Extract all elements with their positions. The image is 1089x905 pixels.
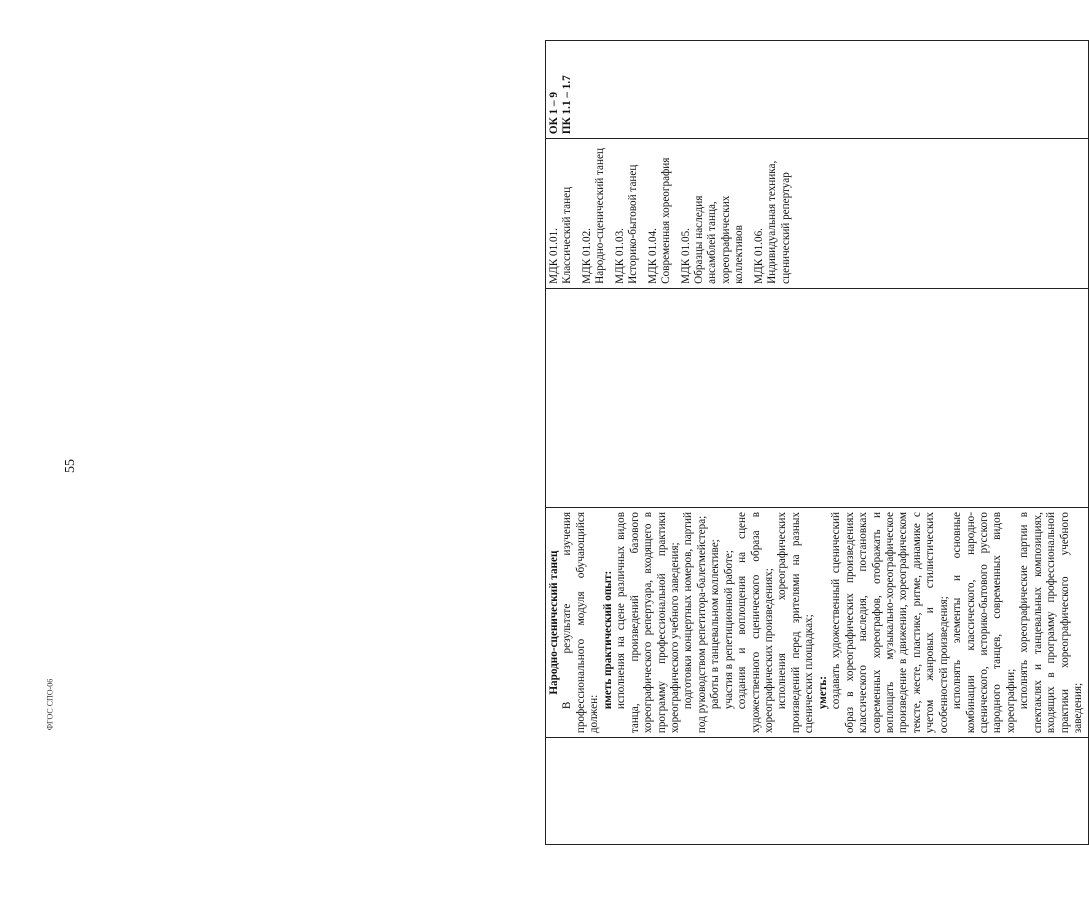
ok-codes: ОК 1 – 9 bbox=[548, 92, 560, 135]
skills-heading: уметь: bbox=[816, 676, 829, 710]
experience-heading: иметь практический опыт: bbox=[601, 570, 614, 710]
skill-item: создавать художественный сценический образ в хореографических произведениях классического наследия, постановках современных хореографов, отображать и воплощать музыкально-хореографическое произведение в движении, хореографическом тексте, жесте, пластике, ритме, динамике с учетом жанровых и стилистических особенностей произведения; bbox=[830, 512, 950, 734]
mdk-cell bbox=[546, 139, 1089, 289]
experience-item: работы в танцевальном коллективе; bbox=[709, 539, 722, 710]
skill-item: исполнять элементы и основные комбинации классического, народно-сценического, историко-бытового русского народного танцев, современных видов хореографии; bbox=[951, 512, 1017, 734]
experience-item: исполнения хореографических произведений перед зрителями на разных сценических площадках; bbox=[776, 512, 816, 734]
intro-text: В результате изучения профессионального модуля обучающийся должен: bbox=[561, 512, 601, 734]
pk-codes: ПК 1.1 – 1.7 bbox=[561, 75, 574, 135]
mdk-item: МДК 01.02. Народно-сценический танец bbox=[580, 148, 607, 284]
footer-standard-code: ФГОС СПО-06 bbox=[45, 678, 55, 731]
mdk-item: МДК 01.03. Историко-бытовой танец bbox=[613, 164, 640, 284]
skill-item: исполнять хореографические партии в спектаклях и танцевальных композициях, входящих в программу профессиональной практики хореографического учебного заведения; bbox=[1018, 512, 1085, 734]
experience-item: создания и воплощения на сцене художественного сценического образа в хореографических произведениях; bbox=[736, 512, 775, 734]
section-title: Народно-сценический танец bbox=[548, 550, 560, 695]
mdk-item: МДК 01.05. Образцы наследия ансамблей танца, хореографических коллективов bbox=[679, 195, 746, 284]
experience-item: исполнения на сцене различных видов танца, произведений базового хореографического репертуара, входящего в программу профессиональной практики хореографического учебного заведения; bbox=[615, 512, 681, 734]
experience-item: участия в репетиционной работе; bbox=[722, 550, 735, 710]
module-content-cell bbox=[546, 508, 1089, 738]
competency-table bbox=[545, 40, 1089, 845]
mdk-item: МДК 01.06. Индивидуальная техника, сценический репертуар bbox=[752, 160, 792, 284]
competency-codes-cell bbox=[546, 41, 1089, 139]
page-number: 55 bbox=[63, 459, 78, 473]
mdk-item: МДК 01.01. Классический танец bbox=[548, 186, 574, 284]
empty-cell-1 bbox=[546, 738, 1089, 845]
mdk-item: МДК 01.04. Современная хореография bbox=[646, 157, 673, 284]
empty-cell-2 bbox=[546, 288, 1089, 507]
rotated-table-container bbox=[545, 40, 1085, 845]
experience-item: подготовки концертных номеров, партий под руководством репетитора-балетмейстера; bbox=[682, 512, 708, 734]
